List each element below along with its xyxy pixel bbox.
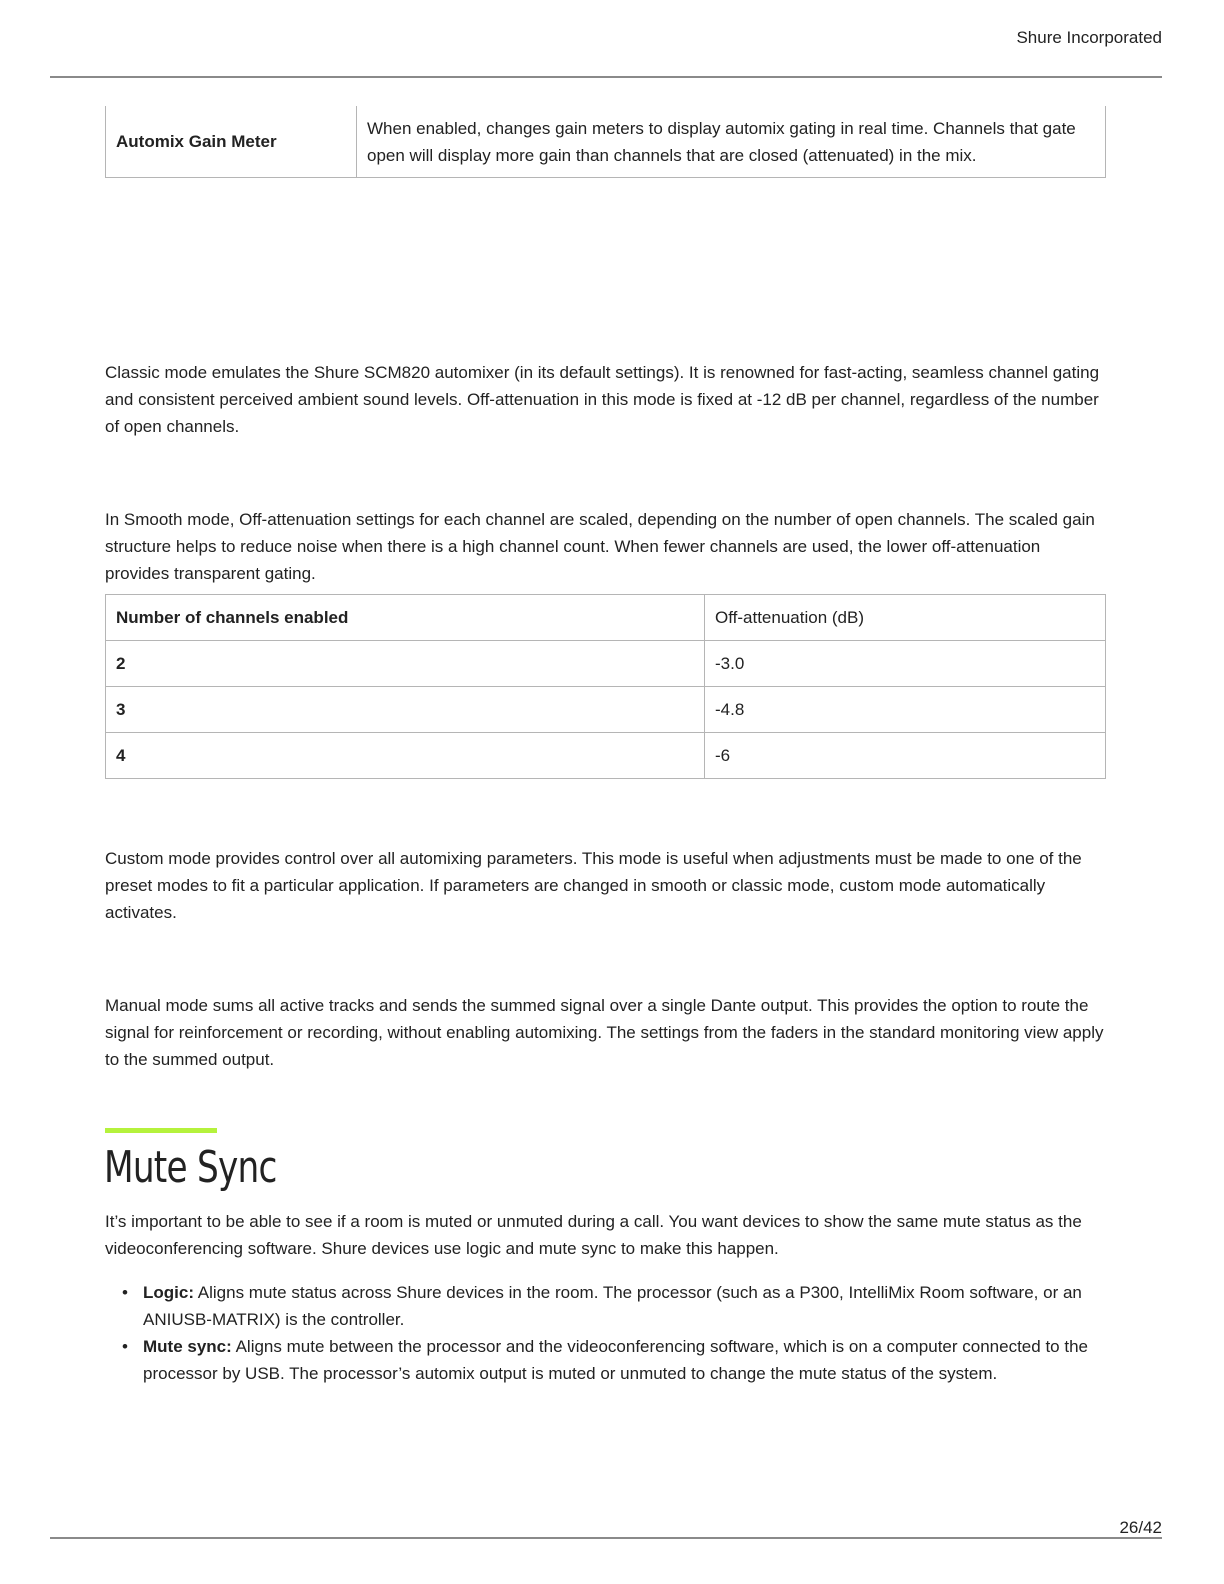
bullet-text: Aligns mute between the processor and the videoconferencing software, which is on a computer connected to the processor by USB. The processor’s automix output is muted or unmuted to change the mute status of the system. — [143, 1337, 1088, 1383]
table-row — [106, 687, 1106, 733]
bullet-text: Aligns mute status across Shure devices in the room. The processor (such as a P300, IntelliMix Room software, or an ANIUSB-MATRIX) is the controller. — [143, 1283, 1082, 1329]
table-row — [106, 641, 1106, 687]
bullet-icon: • — [122, 1337, 128, 1356]
table-cell-term: Automix Gain Meter — [106, 106, 357, 178]
page-header-company: Shure Incorporated — [1016, 28, 1162, 47]
off-attenuation-table — [105, 594, 1106, 779]
table-header-row — [106, 595, 1106, 641]
smooth-mode-paragraph: In Smooth mode, Off-attenuation settings for each channel are scaled, depending on the number of open channels. The scaled gain structure helps to reduce noise when there is a high channel count. When fewer channels are used, the lower off-attenuation provides transparent gating. — [105, 510, 1095, 583]
table-cell-channels: 3 — [106, 687, 705, 733]
bullet-term: Logic: — [143, 1283, 194, 1302]
automix-settings-table — [105, 106, 1106, 178]
mute-sync-bullet-list — [105, 1279, 1108, 1387]
page-number: 26/42 — [1119, 1518, 1162, 1537]
manual-mode-paragraph: Manual mode sums all active tracks and sends the summed signal over a single Dante output. This provides the option to route the signal for reinforcement or recording, without enabling automixing. The settings from the faders in the standard monitoring view apply to the summed output. — [105, 996, 1104, 1069]
table-row — [106, 106, 1106, 178]
table-row — [106, 733, 1106, 779]
table-cell-attenuation: -4.8 — [705, 687, 1106, 733]
header-divider — [50, 76, 1162, 78]
custom-mode-paragraph: Custom mode provides control over all automixing parameters. This mode is useful when adjustments must be made to one of the preset modes to fit a particular application. If parameters are changed in smooth or classic mode, custom mode automatically activates. — [105, 849, 1082, 922]
list-item — [105, 1333, 1108, 1387]
list-item — [105, 1279, 1108, 1333]
section-title-mute-sync: Mute Sync — [104, 1142, 277, 1193]
table-header-channels: Number of channels enabled — [106, 595, 705, 641]
mute-sync-intro: It’s important to be able to see if a room is muted or unmuted during a call. You want devices to show the same mute status as the videoconferencing software. Shure devices use logic and mute sync to make this happen. — [105, 1212, 1082, 1258]
table-cell-channels: 4 — [106, 733, 705, 779]
table-cell-channels: 2 — [106, 641, 705, 687]
bullet-term: Mute sync: — [143, 1337, 232, 1356]
table-cell-attenuation: -3.0 — [705, 641, 1106, 687]
table-cell-attenuation: -6 — [705, 733, 1106, 779]
bullet-icon: • — [122, 1283, 128, 1302]
section-accent-bar — [105, 1128, 217, 1133]
table-cell-description: When enabled, changes gain meters to display automix gating in real time. Channels that gate open will display more gain than channels that are closed (attenuated) in the mix. — [357, 106, 1106, 178]
classic-mode-paragraph: Classic mode emulates the Shure SCM820 automixer (in its default settings). It is renowned for fast-acting, seamless channel gating and consistent perceived ambient sound levels. Off-attenuation in this mode is fixed at -12 dB per channel, regardless of the number of open channels. — [105, 363, 1100, 436]
table-header-attenuation: Off-attenuation (dB) — [705, 595, 1106, 641]
footer-divider — [50, 1537, 1162, 1539]
